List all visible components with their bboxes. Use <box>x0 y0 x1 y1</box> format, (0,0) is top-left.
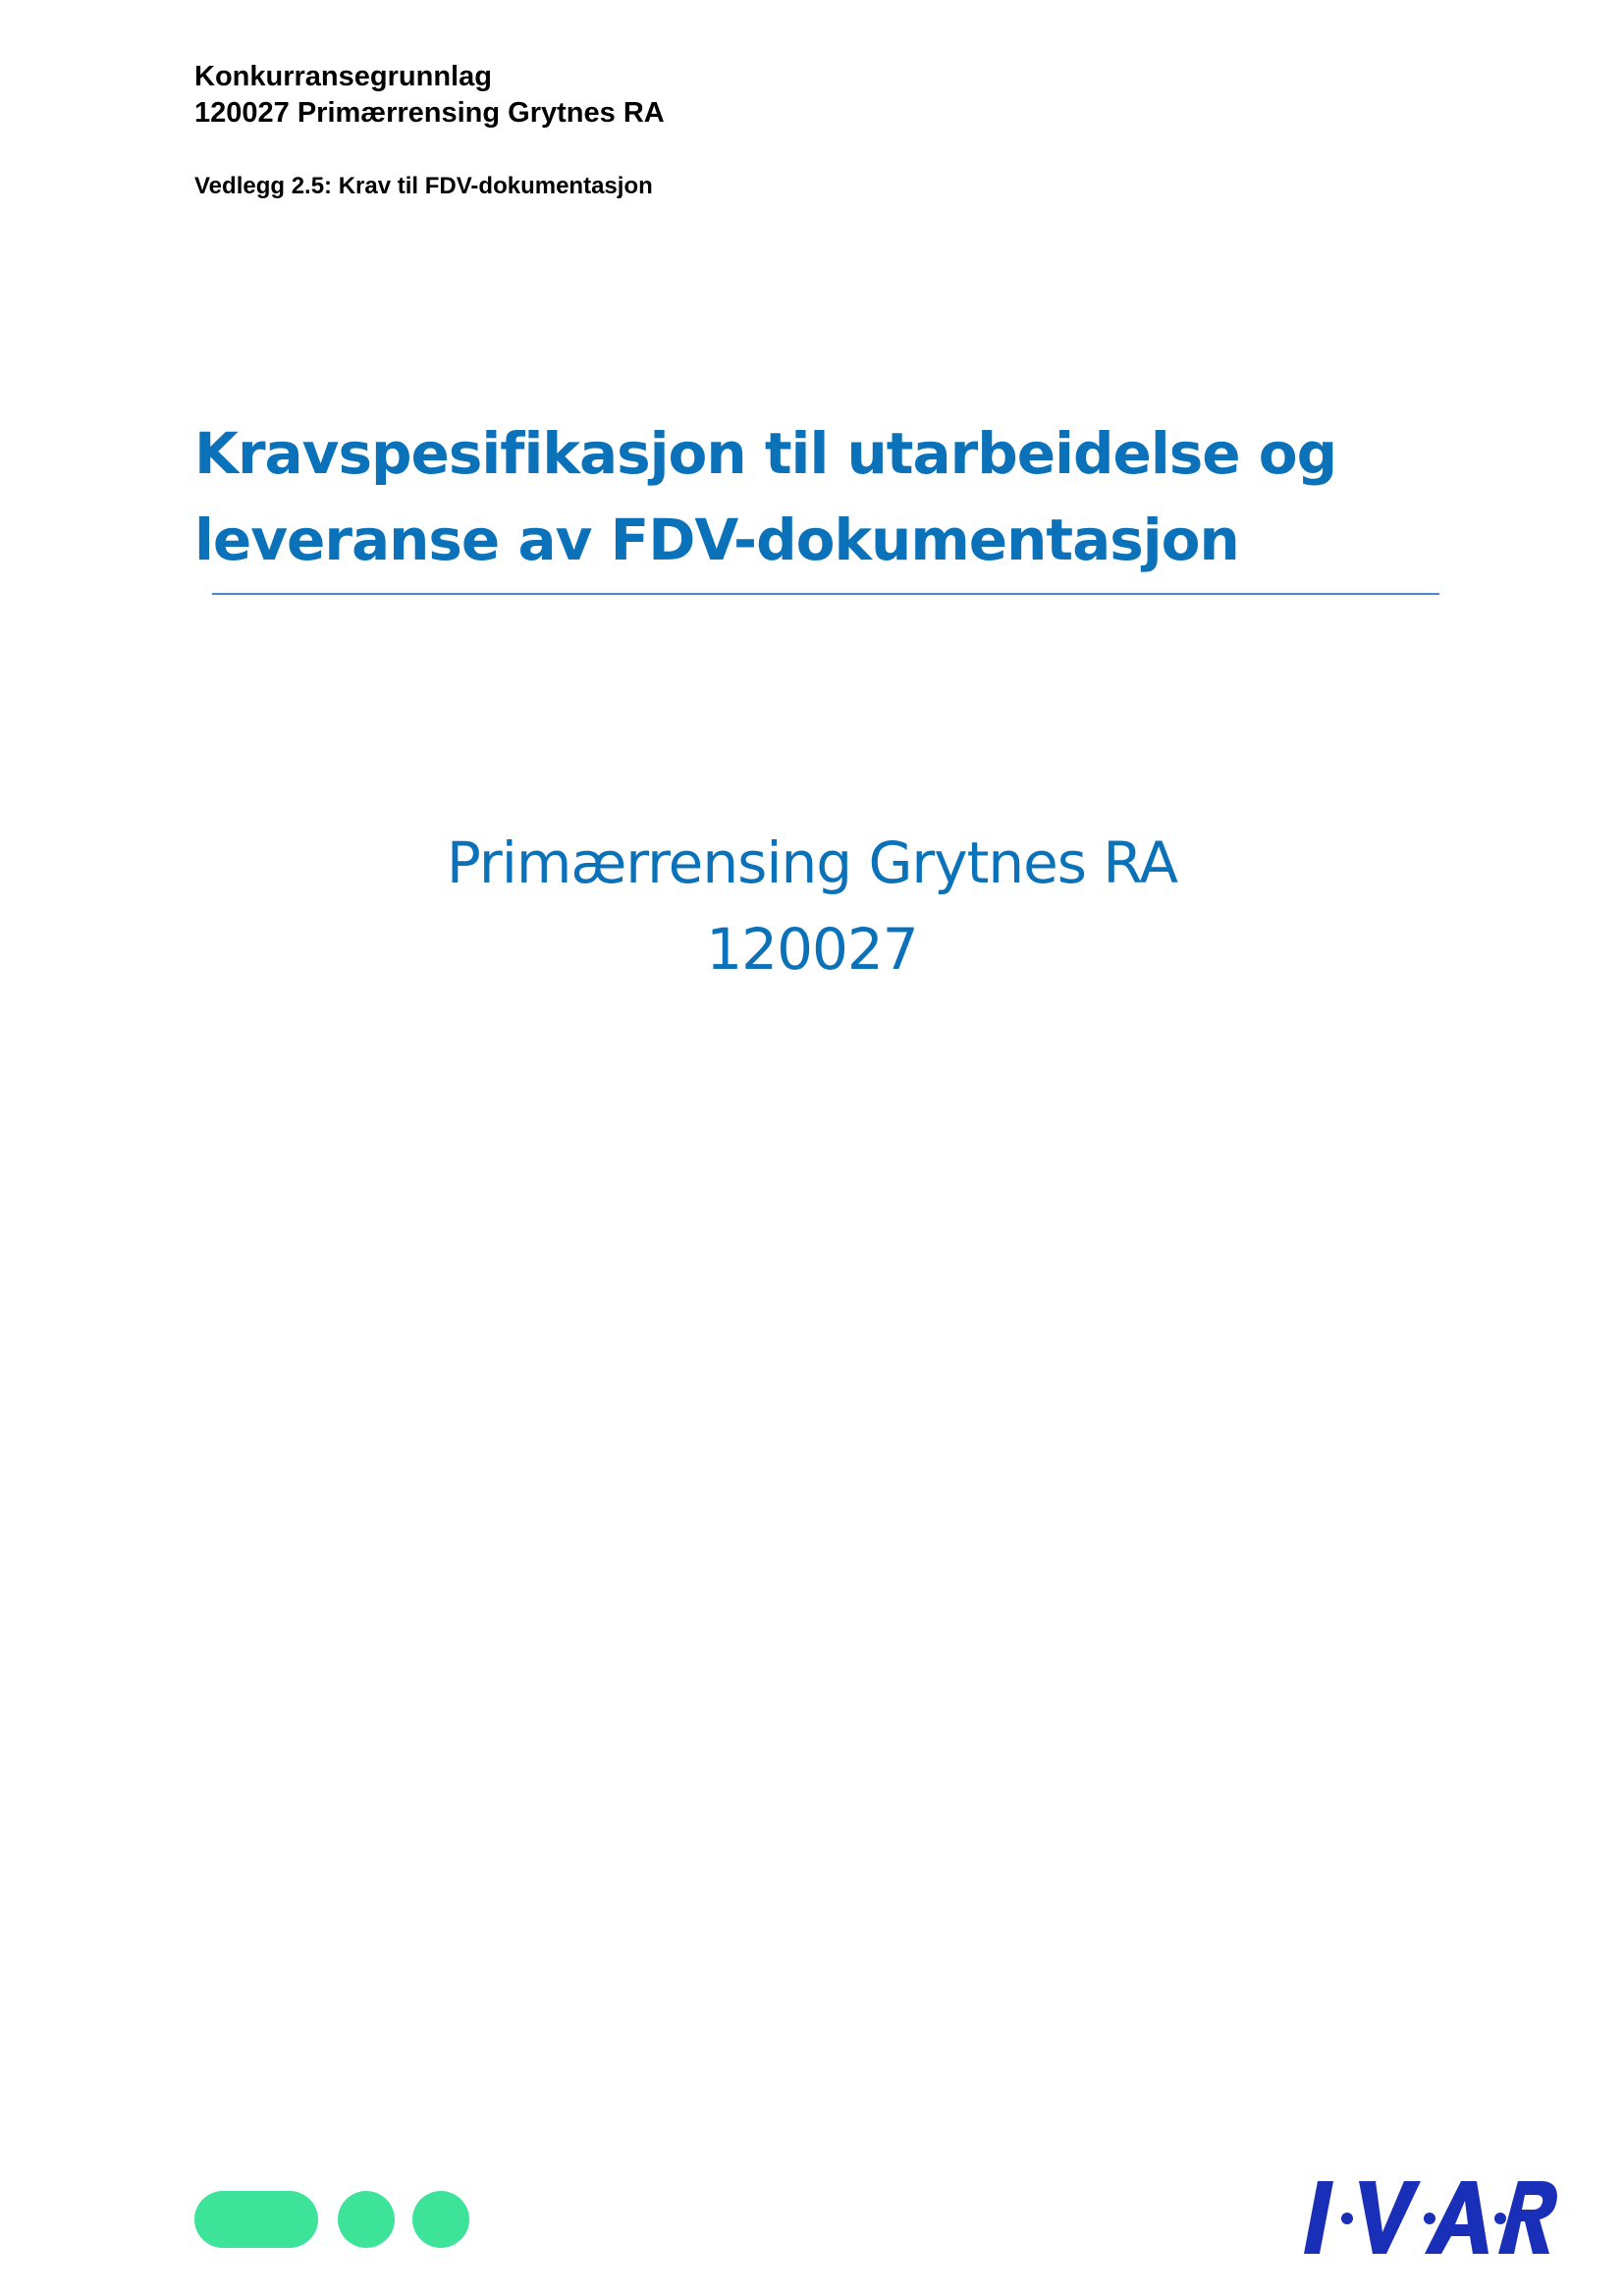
document-title <box>194 410 1471 583</box>
header-project: 120027 Primærrensing Grytnes RA <box>194 97 665 129</box>
decoration-dot <box>412 2191 469 2248</box>
document-header <box>194 59 1373 132</box>
ivar-logo <box>1296 2173 1561 2262</box>
project-name: Primærrensing Grytnes RA <box>446 829 1178 896</box>
decoration-dot <box>338 2191 395 2248</box>
document-title-line-2: leveranse av FDV-dokumentasjon <box>194 507 1239 573</box>
header-document-type: Konkurransegrunnlag <box>194 61 492 92</box>
decoration-pill <box>194 2191 318 2248</box>
project-number: 120027 <box>706 916 918 983</box>
appendix-label: Vedlegg 2.5: Krav til FDV-dokumentasjon <box>194 173 653 199</box>
document-title-line-1: Kravspesifikasjon til utarbeidelse og <box>194 420 1337 487</box>
project-block <box>0 820 1624 992</box>
title-divider <box>212 593 1439 595</box>
